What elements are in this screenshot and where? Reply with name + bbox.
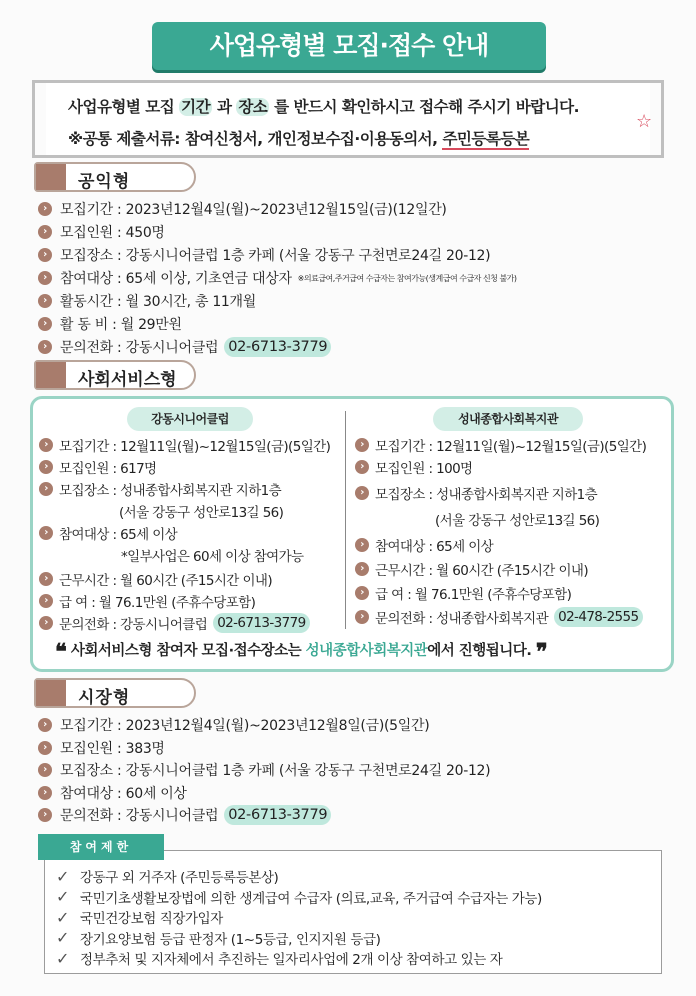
list-item — [38, 290, 256, 312]
restriction-text: 장기요양보험 등급 판정자 (1~5등급, 인지지원 등급) — [80, 931, 381, 948]
list-item — [39, 613, 310, 633]
check-icon: ✓ — [56, 948, 70, 968]
list-item — [38, 804, 331, 826]
list-item — [39, 569, 272, 589]
phone-number[interactable]: 02-6713-3779 — [224, 805, 331, 825]
section-tab-market: 시장형 — [34, 678, 196, 708]
list-item — [355, 559, 588, 579]
item-text: 참여대상 : 60세 이상 — [60, 785, 187, 802]
chevron-right-icon: › — [38, 202, 52, 216]
item-note: ※의료급여,주거급여 수급자는 참여가능(생계급여 수급자 신청 불가) — [297, 273, 517, 283]
list-item — [355, 535, 493, 555]
item-text: 근무시간 : 월 60시간 (주15시간 이내) — [59, 573, 272, 589]
check-icon: ✓ — [56, 866, 70, 886]
list-item — [355, 457, 473, 477]
section-tab-social: 사회서비스형 — [34, 360, 196, 390]
list-item — [38, 267, 517, 289]
chevron-right-icon: › — [39, 482, 53, 496]
list-item — [38, 313, 182, 335]
item-text: 모집기간 : 2023년12월4일(월)~2023년12월8일(금)(5일간) — [60, 718, 430, 734]
list-item — [355, 583, 571, 603]
restriction-text: 국민건강보험 직장가입자 — [80, 911, 223, 927]
chevron-right-icon: › — [355, 610, 369, 624]
item-text: 문의전화 : 강동시니어클럽 — [60, 808, 219, 824]
restriction-text: 강동구 외 거주자 (주민등록등본상) — [80, 870, 279, 886]
list-item — [355, 435, 646, 455]
restriction-tab: 참여제한 — [38, 834, 164, 860]
list-item — [355, 607, 643, 627]
right-column-title: 성내종합사회복지관 — [433, 407, 583, 431]
phone-number[interactable]: 02-478-2555 — [554, 607, 642, 627]
chevron-right-icon: › — [355, 562, 369, 576]
address-continuation: (서울 강동구 성안로13길 56) — [119, 505, 284, 521]
restriction-text: 정부추처 및 지자체에서 추진하는 일자리사업에 2개 이상 참여하고 있는 자 — [80, 952, 503, 968]
restriction-text: 국민기초생활보장법에 의한 생계급여 수급자 (의료,교육, 주거급여 수급자는 가능) — [80, 890, 542, 907]
restriction-item — [56, 928, 381, 948]
list-item — [39, 457, 157, 477]
list-item — [38, 737, 165, 759]
list-item — [38, 336, 331, 358]
item-text: 모집장소 : 성내종합사회복지관 지하1층 — [375, 487, 598, 503]
phone-number[interactable]: 02-6713-3779 — [213, 613, 309, 633]
item-text: 모집인원 : 617명 — [59, 461, 157, 477]
phone-number[interactable]: 02-6713-3779 — [224, 337, 331, 357]
chevron-right-icon: › — [355, 586, 369, 600]
chevron-right-icon: › — [39, 438, 53, 452]
item-text: 모집장소 : 강동시니어클럽 1층 카페 (서울 강동구 구천면로24길 20-12) — [60, 248, 491, 264]
star-icon: ☆ — [636, 111, 653, 132]
notice-line-2: ※공통 제출서류: 참여신청서, 개인정보수집·이용동의서, 주민등록등본 — [68, 130, 530, 148]
item-text: 문의전화 : 강동시니어클럽 — [59, 617, 208, 633]
social-footer-note: ❝ 사회서비스형 참여자 모집·접수장소는 성내종합사회복지관에서 진행됩니다. ❞ — [55, 639, 548, 665]
list-item — [39, 479, 281, 499]
chevron-right-icon: › — [38, 718, 52, 732]
notice-box — [46, 80, 653, 158]
restriction-item — [56, 948, 502, 968]
target-note: *일부사업은 60세 이상 참여가능 — [121, 549, 304, 565]
item-text: 활동시간 : 월 30시간, 총 11개월 — [60, 294, 256, 310]
list-item — [38, 244, 490, 266]
restriction-item — [56, 907, 223, 927]
item-text: 문의전화 : 강동시니어클럽 — [60, 340, 219, 356]
chevron-right-icon: › — [38, 340, 52, 354]
list-item — [38, 782, 187, 804]
item-text: 모집인원 : 383명 — [60, 740, 165, 757]
item-text: 모집기간 : 12월11일(월)~12월15일(금)(5일간) — [375, 439, 647, 455]
address-continuation: (서울 강동구 성안로13길 56) — [435, 513, 600, 529]
item-text: 모집인원 : 450명 — [60, 225, 165, 241]
item-text: 참여대상 : 65세 이상 — [59, 527, 178, 543]
item-text: 참여대상 : 65세 이상, 기초연금 대상자 — [60, 271, 292, 287]
chevron-right-icon: › — [38, 317, 52, 331]
list-item — [38, 198, 447, 220]
chevron-right-icon: › — [38, 763, 52, 777]
chevron-right-icon: › — [38, 741, 52, 755]
list-item — [39, 523, 177, 543]
check-icon: ✓ — [56, 928, 70, 947]
item-text: 활 동 비 : 월 29만원 — [60, 317, 182, 333]
chevron-right-icon: › — [39, 594, 53, 608]
chevron-right-icon: › — [355, 438, 369, 452]
list-item — [38, 714, 429, 736]
chevron-right-icon: › — [39, 526, 53, 540]
chevron-right-icon: › — [38, 248, 52, 262]
list-item — [39, 435, 330, 455]
list-item — [38, 759, 490, 781]
page-title: 사업유형별 모집·접수 안내 — [152, 22, 546, 70]
chevron-right-icon: › — [39, 616, 53, 630]
notice-line-1: 사업유형별 모집 기간 과 장소 를 반드시 확인하시고 접수해 주시기 바랍니다. — [68, 98, 580, 116]
item-text: 급 여 : 월 76.1만원 (주휴수당포함) — [59, 595, 256, 611]
chevron-right-icon: › — [355, 460, 369, 474]
chevron-right-icon: › — [38, 808, 52, 822]
list-item — [39, 591, 255, 611]
chevron-right-icon: › — [38, 225, 52, 239]
item-text: 모집기간 : 12월11일(월)~12월15일(금)(5일간) — [59, 439, 331, 455]
list-item — [355, 483, 597, 503]
list-item — [38, 221, 165, 243]
item-text: 모집기간 : 2023년12월4일(월)~2023년12월15일(금)(12일간) — [60, 202, 447, 218]
chevron-right-icon: › — [39, 460, 53, 474]
chevron-right-icon: › — [38, 294, 52, 308]
chevron-right-icon: › — [355, 486, 369, 500]
item-text: 참여대상 : 65세 이상 — [375, 539, 494, 555]
item-text: 문의전화 : 성내종합사회복지관 — [375, 611, 549, 627]
chevron-right-icon: › — [38, 786, 52, 800]
item-text: 모집장소 : 성내종합사회복지관 지하1층 — [59, 483, 282, 499]
social-service-box — [30, 396, 674, 672]
chevron-right-icon: › — [38, 271, 52, 285]
restriction-item — [56, 887, 542, 907]
chevron-right-icon: › — [355, 538, 369, 552]
restriction-item — [56, 866, 278, 886]
item-text: 급 여 : 월 76.1만원 (주휴수당포함) — [375, 587, 572, 603]
check-icon: ✓ — [56, 907, 70, 927]
item-text: 모집인원 : 100명 — [375, 461, 473, 477]
chevron-right-icon: › — [39, 572, 53, 586]
item-text: 모집장소 : 강동시니어클럽 1층 카페 (서울 강동구 구천면로24길 20-12) — [60, 763, 491, 779]
check-icon: ✓ — [56, 887, 70, 906]
section-tab-public: 공익형 — [34, 162, 196, 192]
column-divider — [345, 411, 346, 629]
item-text: 근무시간 : 월 60시간 (주15시간 이내) — [375, 563, 588, 579]
left-column-title: 강동시니어클럽 — [127, 407, 253, 431]
